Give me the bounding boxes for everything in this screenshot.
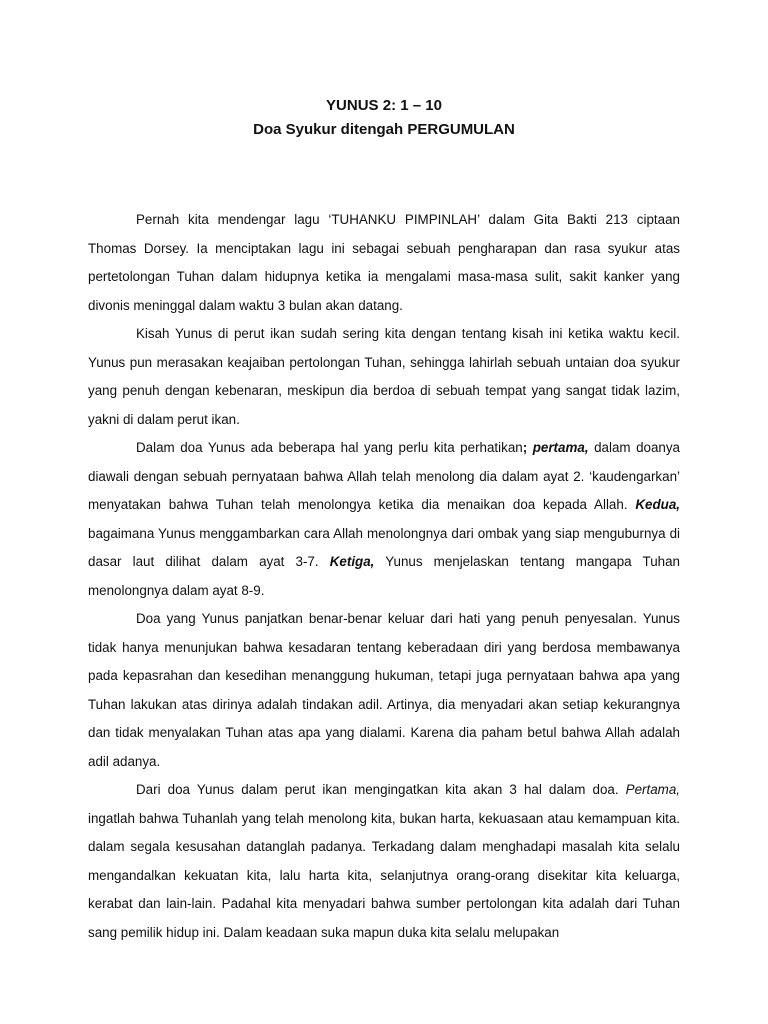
- paragraph-5: [88, 776, 680, 947]
- p3-text-a: Dalam doa Yunus ada beberapa hal yang perlu kita perhatikan: [136, 440, 523, 455]
- paragraph-4: Doa yang Yunus panjatkan benar-benar keluar dari hati yang penuh penyesalan. Yunus tidak hanya menunjukan bahwa kesadaran tentang keberadaan diri yang berdosa membawanya pada kepasrahan dan kesedihan menanggung hukuman, tetapi juga pernyataan bahwa apa yang Tuhan lakukan atas dirinya adalah tindakan adil. Artinya, dia menyadari akan setiap kekurangnya dan tidak menyalakan Tuhan atas apa yang dialami. Karena dia paham betul bahwa Allah adalah adil adanya.: [88, 611, 680, 769]
- p3-text-b: dalam doanya diawali dengan sebuah pernyataan bahwa Allah telah menolong dia dalam ayat 2. ‘kaudengarkan’ menyatakan bahwa Tuhan telah menolongya ketika dia menaikan doa kepada Allah.: [88, 440, 680, 512]
- p3-semicolon: ;: [522, 440, 528, 455]
- p5-pertama: Pertama,: [625, 782, 680, 797]
- p5-text-a: Dari doa Yunus dalam perut ikan mengingatkan kita akan 3 hal dalam doa.: [136, 782, 626, 797]
- paragraph-2: Kisah Yunus di perut ikan sudah sering kita dengan tentang kisah ini ketika waktu kecil. Yunus pun merasakan keajaiban pertolongan Tuhan, sehingga lahirlah sebuah untaian doa syukur yang penuh dengan kebenaran, meskipun dia berdoa di sebuah tempat yang sangat tidak lazim, yakni di dalam perut ikan.: [88, 326, 680, 427]
- title-line-1: YUNUS 2: 1 – 10: [326, 97, 442, 114]
- p3-kedua: Kedua,: [635, 497, 680, 512]
- p5-text-b: ingatlah bahwa Tuhanlah yang telah menolong kita, bukan harta, kekuasaan atau kemampuan kita. dalam segala kesusahan datanglah padanya. Terkadang dalam menghadapi masalah kita selalu mengandalkan kekuatan kita, lalu harta kita, selanjutnya orang-orang disekitar kita keluarga, kerabat dan lain-lain. Padahal kita menyadari bahwa sumber pertolongan kita adalah dari Tuhan sang pemilik hidup ini. Dalam keadaan suka mapun duka kita selalu melupakan: [88, 810, 680, 940]
- title-line-2: Doa Syukur ditengah PERGUMULAN: [253, 121, 515, 138]
- paragraph-3: [88, 434, 680, 605]
- p3-pertama: pertama,: [532, 440, 589, 455]
- document-body: [88, 206, 680, 947]
- p3-ketiga: Ketiga,: [329, 554, 375, 569]
- document-title: [88, 94, 680, 142]
- p3-text-c: bagaimana Yunus menggambarkan cara Allah menolongnya dari ombak yang siap menguburnya di dasar laut dilihat dalam ayat 3-7.: [88, 525, 680, 569]
- paragraph-1: Pernah kita mendengar lagu ‘TUHANKU PIMPINLAH’ dalam Gita Bakti 213 ciptaan Thomas Dorsey. Ia menciptakan lagu ini sebagai sebuah pengharapan dan rasa syukur atas pertetolongan Tuhan dalam hidupnya ketika ia mengalami masa-masa sulit, sakit kanker yang divonis meninggal dalam waktu 3 bulan akan datang.: [88, 212, 680, 313]
- p3-text-d: Yunus menjelaskan tentang mangapa Tuhan menolongnya dalam ayat 8-9.: [88, 554, 680, 598]
